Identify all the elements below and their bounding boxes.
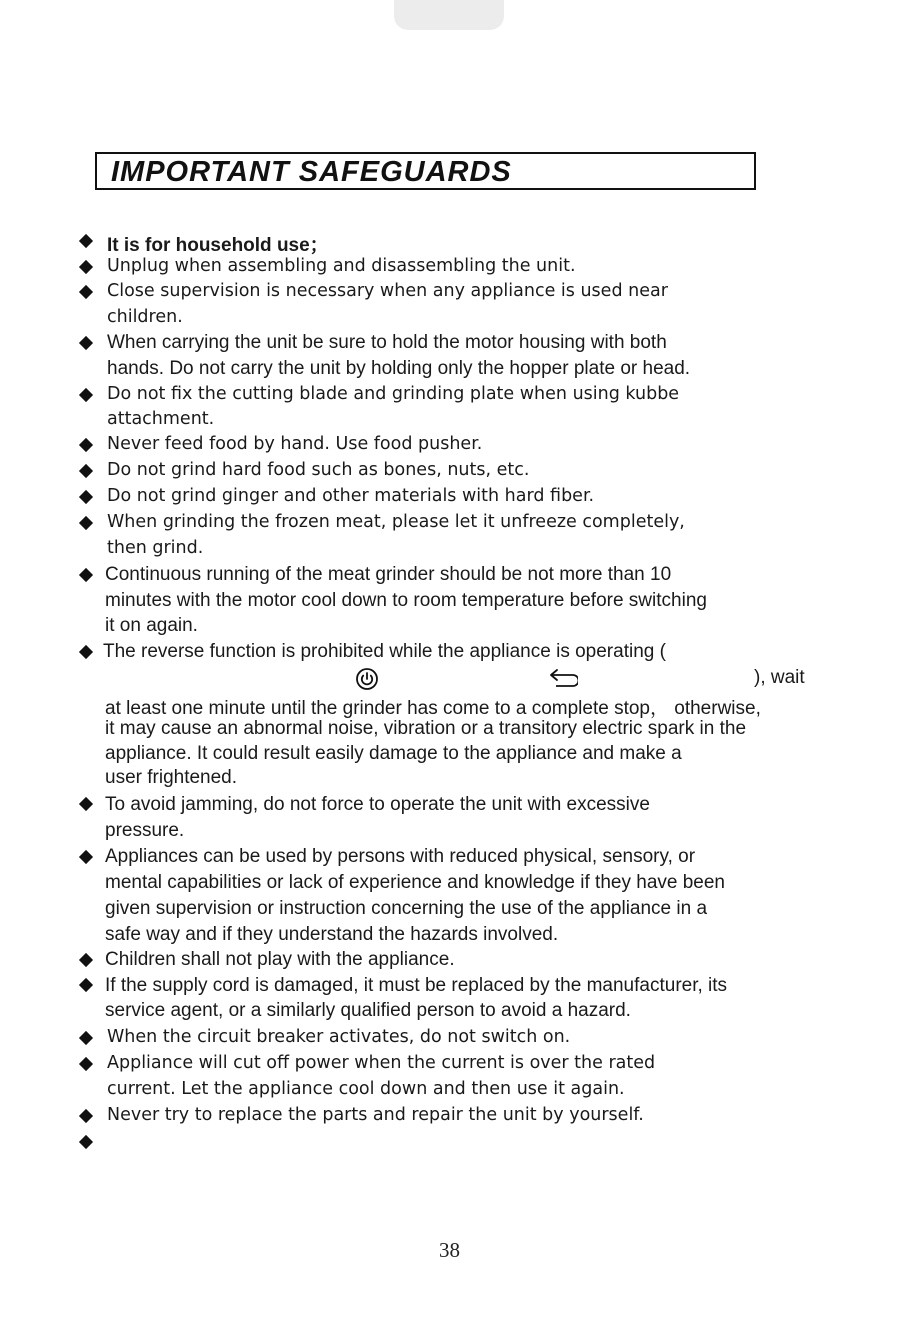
reverse-arrow-icon	[548, 668, 578, 688]
list-item: at least one minute until the grinder has come to a complete stop， otherwise,	[105, 698, 761, 719]
list-item: then grind.	[107, 538, 204, 558]
list-item: children.	[107, 307, 183, 327]
list-item: Children shall not play with the appliance.	[105, 949, 455, 970]
bullet-icon	[79, 516, 93, 530]
list-item: Appliance will cut off power when the current is over the rated	[107, 1053, 656, 1073]
list-item: ), wait	[754, 667, 805, 688]
list-item: attachment.	[107, 409, 215, 429]
list-item: given supervision or instruction concerning the use of the appliance in a	[105, 898, 708, 919]
list-item: current. Let the appliance cool down and then use it again.	[107, 1079, 625, 1099]
bullet-icon	[79, 490, 93, 504]
list-item: Do not grind hard food such as bones, nuts, etc.	[107, 460, 530, 480]
bullet-icon	[79, 568, 93, 582]
list-item: service agent, or a similarly qualified person to avoid a hazard.	[105, 1000, 631, 1021]
list-item: Do not grind ginger and other materials with hard fiber.	[107, 486, 595, 506]
list-item: If the supply cord is damaged, it must be replaced by the manufacturer, its	[105, 975, 728, 996]
bullet-icon	[79, 438, 93, 452]
bullet-icon	[79, 1109, 93, 1123]
bullet-icon	[79, 1031, 93, 1045]
list-item: Close supervision is necessary when any appliance is used near	[107, 281, 668, 301]
power-icon	[355, 667, 379, 691]
bullet-icon	[79, 464, 93, 478]
page-title: IMPORTANT SAFEGUARDS	[111, 156, 512, 188]
list-item: Unplug when assembling and disassembling the unit.	[107, 256, 576, 276]
bullet-icon	[79, 234, 93, 248]
bullet-icon	[79, 1057, 93, 1071]
list-item: It is for household use；	[107, 235, 329, 256]
list-item: Never feed food by hand. Use food pusher.	[107, 434, 483, 454]
list-item: it may cause an abnormal noise, vibration or a transitory electric spark in the	[105, 718, 747, 739]
list-item: The reverse function is prohibited while the appliance is operating (	[103, 641, 666, 662]
list-item: it on again.	[105, 615, 198, 636]
bullet-icon	[79, 797, 93, 811]
bullet-icon	[79, 388, 93, 402]
bullet-icon	[79, 260, 93, 274]
page-tab-decoration	[394, 0, 504, 30]
bullet-icon	[79, 978, 93, 992]
list-item: To avoid jamming, do not force to operate the unit with excessive	[105, 794, 650, 815]
bullet-icon	[79, 285, 93, 299]
list-item: When grinding the frozen meat, please let it unfreeze completely,	[107, 512, 685, 532]
list-item: Appliances can be used by persons with reduced physical, sensory, or	[105, 846, 696, 867]
list-item: hands. Do not carry the unit by holding only the hopper plate or head.	[107, 358, 691, 379]
list-item: mental capabilities or lack of experience and knowledge if they have been	[105, 872, 725, 893]
title-box	[95, 152, 756, 190]
bullet-icon	[79, 645, 93, 659]
bullet-icon	[79, 336, 93, 350]
list-item: Never try to replace the parts and repair the unit by yourself.	[107, 1105, 644, 1125]
list-item: minutes with the motor cool down to room temperature before switching	[105, 590, 707, 611]
list-item: appliance. It could result easily damage to the appliance and make a	[105, 743, 682, 764]
list-item: Continuous running of the meat grinder should be not more than 10	[105, 564, 672, 585]
bullet-icon	[79, 850, 93, 864]
list-item: user frightened.	[105, 767, 238, 788]
list-item: When carrying the unit be sure to hold the motor housing with both	[107, 332, 667, 353]
list-item: pressure.	[105, 820, 185, 841]
list-item: Do not fix the cutting blade and grinding plate when using kubbe	[107, 384, 680, 404]
page-number: 38	[439, 1238, 460, 1262]
list-item: When the circuit breaker activates, do not switch on.	[107, 1027, 571, 1047]
list-item: safe way and if they understand the hazards involved.	[105, 924, 559, 945]
bullet-icon	[79, 953, 93, 967]
bullet-icon	[79, 1135, 93, 1149]
